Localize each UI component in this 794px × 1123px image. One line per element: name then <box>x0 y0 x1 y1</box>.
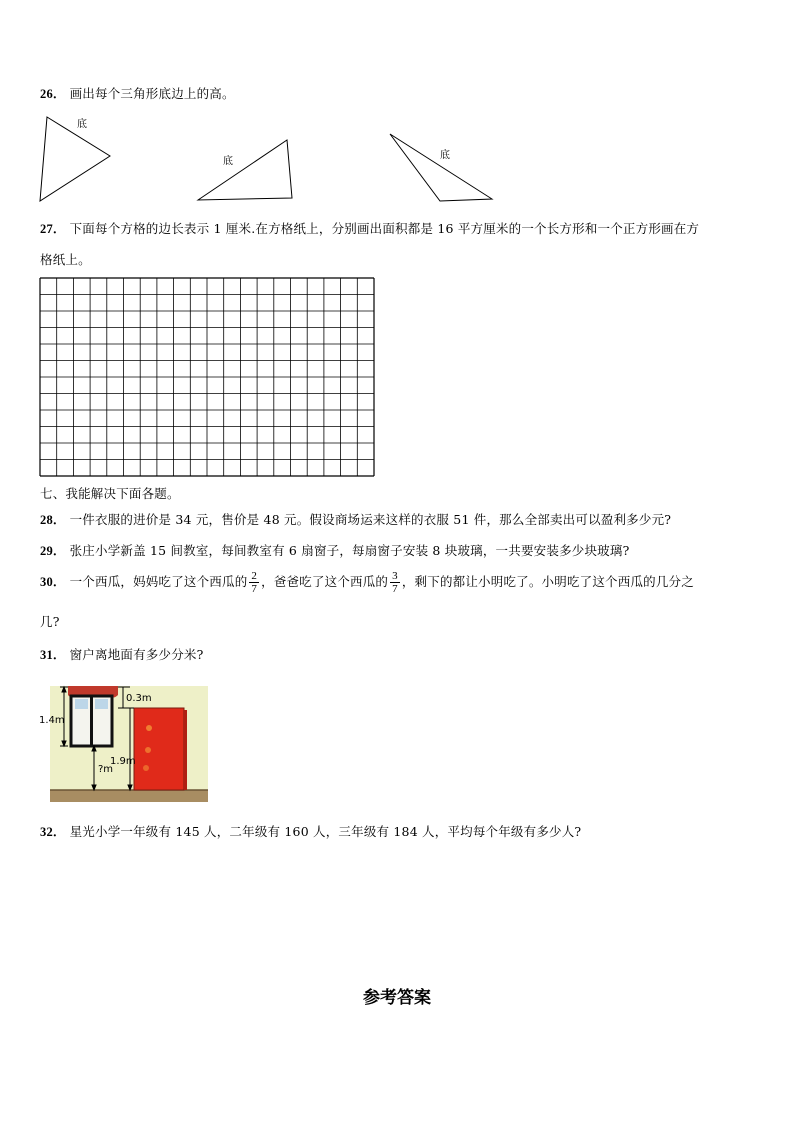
question-27 <box>40 219 699 237</box>
question-text: 画出每个三角形底边上的高。 <box>69 86 235 101</box>
fraction-denominator: 7 <box>392 583 398 595</box>
section-title: 七、我能解决下面各题。 <box>40 486 180 501</box>
question-text-part3: ，剩下的都让小明吃了。小明吃了这个西瓜的几分之 <box>401 574 694 589</box>
door <box>134 708 187 790</box>
fraction-denominator: 7 <box>251 583 258 595</box>
base-label-3: 底 <box>440 150 450 161</box>
fraction-numerator: 3 <box>392 570 398 582</box>
window-height-label: 1.4m <box>39 715 65 726</box>
question-28 <box>40 510 671 528</box>
door-height-label: 1.9m <box>110 756 136 767</box>
answer-title: 参考答案 <box>363 988 431 1008</box>
question-text-line1: 下面每个方格的边长表示 1 厘米.在方格纸上，分别画出面积都是 16 平方厘米的一个长方形和一个正方形画在方 <box>69 221 700 236</box>
square-grid <box>38 276 378 478</box>
triangle-3 <box>390 134 492 201</box>
window-door-figure <box>38 682 208 804</box>
triangles-figure <box>30 110 550 205</box>
question-29 <box>40 541 629 559</box>
question-text: 窗户离地面有多少分米? <box>69 647 204 662</box>
question-number: 28． <box>40 513 66 527</box>
gap-label: 0.3m <box>126 693 152 704</box>
question-text: 一件衣服的进价是 34 元，售价是 48 元。假设商场运来这样的衣服 51 件，那么全部卖出可以盈利多少元? <box>69 512 672 527</box>
question-number: 26． <box>40 87 66 101</box>
triangle-1 <box>40 117 110 201</box>
question-number: 30． <box>40 575 66 589</box>
window <box>71 696 112 746</box>
question-number: 31． <box>40 648 66 662</box>
question-text: 张庄小学新盖 15 间教室，每间教室有 6 扇窗子，每扇窗子安装 8 块玻璃，一共要安装多少块玻璃? <box>69 543 630 558</box>
question-number: 32． <box>40 825 66 839</box>
fraction-three-sevenths <box>390 570 400 595</box>
question-30 <box>40 570 694 595</box>
question-27-continued <box>40 250 91 268</box>
triangle-2 <box>198 140 292 200</box>
question-text-part1: 一个西瓜，妈妈吃了这个西瓜的 <box>69 574 248 589</box>
base-label-1: 底 <box>77 119 87 130</box>
base-label-2: 底 <box>223 156 233 167</box>
question-text: 星光小学一年级有 145 人，二年级有 160 人，三年级有 184 人，平均每个年级有多少人? <box>69 824 582 839</box>
unknown-height-label: ?m <box>98 764 114 775</box>
question-number: 27． <box>40 222 66 236</box>
question-31 <box>40 645 204 663</box>
question-32 <box>40 822 581 840</box>
fraction-two-sevenths <box>249 570 259 595</box>
question-26 <box>40 84 235 102</box>
question-number: 29． <box>40 544 66 558</box>
question-text-part2: ，爸爸吃了这个西瓜的 <box>261 574 389 589</box>
fraction-numerator: 2 <box>251 570 258 582</box>
question-text-line2: 格纸上。 <box>40 252 91 267</box>
floor <box>50 790 208 802</box>
question-text-line2: 几? <box>40 614 60 629</box>
section-heading <box>40 484 180 502</box>
question-30-continued <box>40 612 60 630</box>
